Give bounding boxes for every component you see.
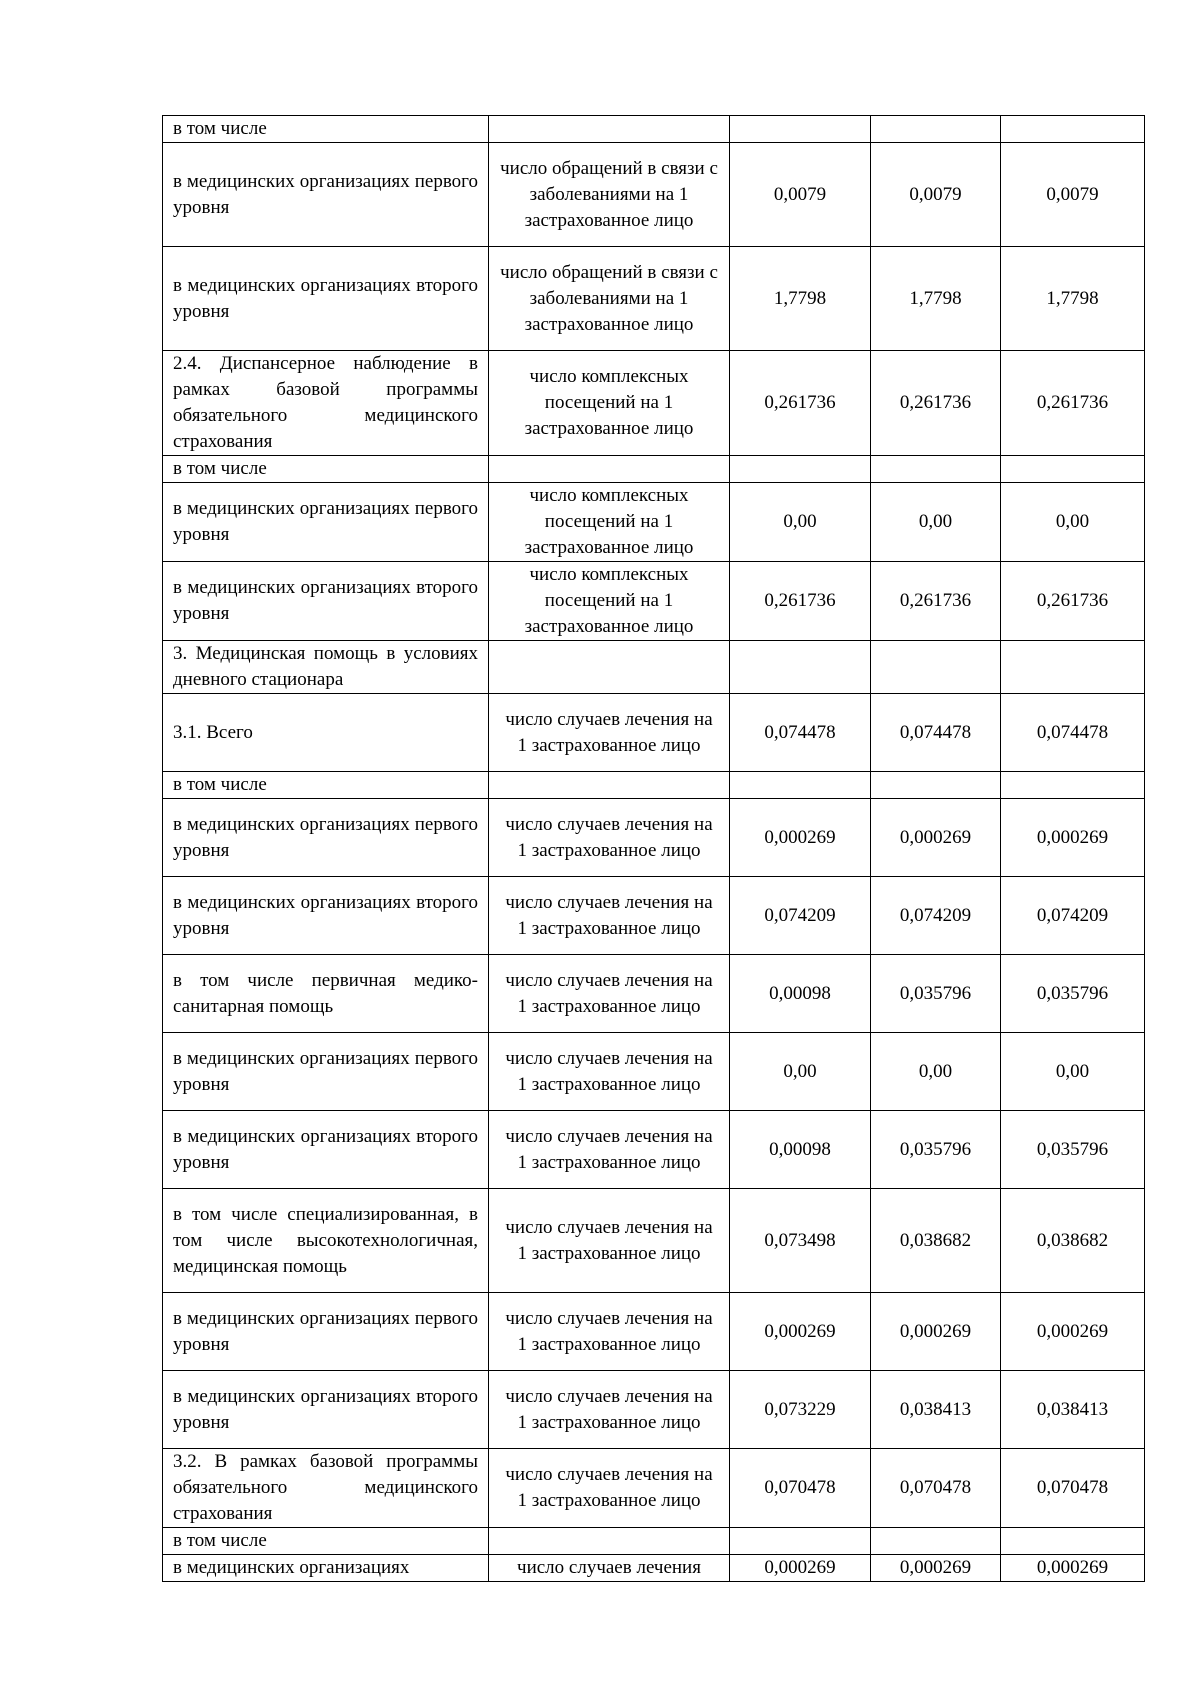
row-value-3-cell: 0,000269	[1001, 1555, 1145, 1582]
table-row	[163, 456, 1145, 483]
table-row	[163, 247, 1145, 351]
table-row	[163, 116, 1145, 143]
table-row	[163, 562, 1145, 641]
row-value-2-cell: 0,00	[871, 483, 1001, 562]
row-name-cell: 3.1. Всего	[163, 694, 489, 772]
row-name-cell: 3.2. В рамках базовой программы обязательного медицинского страхования	[163, 1449, 489, 1528]
table-row	[163, 772, 1145, 799]
row-value-2-cell: 0,000269	[871, 799, 1001, 877]
row-name-cell: 2.4. Диспансерное наблюдение в рамках базовой программы обязательного медицинского страхования	[163, 351, 489, 456]
indicators-table	[162, 115, 1145, 1582]
row-value-1-cell	[730, 1528, 871, 1555]
row-name-cell: в медицинских организациях первого уровня	[163, 1033, 489, 1111]
row-unit-cell: число комплексных посещений на 1 застрахованное лицо	[489, 562, 730, 641]
row-value-1-cell: 1,7798	[730, 247, 871, 351]
row-unit-cell: число случаев лечения	[489, 1555, 730, 1582]
row-name-cell: в медицинских организациях второго уровня	[163, 877, 489, 955]
table-row	[163, 1033, 1145, 1111]
row-value-1-cell: 0,000269	[730, 799, 871, 877]
row-unit-cell: число случаев лечения на 1 застрахованное лицо	[489, 1189, 730, 1293]
table-row	[163, 143, 1145, 247]
row-value-3-cell: 1,7798	[1001, 247, 1145, 351]
row-value-3-cell: 0,000269	[1001, 799, 1145, 877]
row-value-3-cell	[1001, 1528, 1145, 1555]
row-unit-cell: число случаев лечения на 1 застрахованное лицо	[489, 1449, 730, 1528]
row-value-2-cell: 0,070478	[871, 1449, 1001, 1528]
row-name-cell: в медицинских организациях первого уровня	[163, 483, 489, 562]
row-unit-cell	[489, 456, 730, 483]
row-unit-cell: число обращений в связи с заболеваниями на 1 застрахованное лицо	[489, 247, 730, 351]
row-value-3-cell: 0,0079	[1001, 143, 1145, 247]
row-value-1-cell: 0,073229	[730, 1371, 871, 1449]
row-value-1-cell: 0,074478	[730, 694, 871, 772]
row-unit-cell: число случаев лечения на 1 застрахованное лицо	[489, 1293, 730, 1371]
row-value-1-cell: 0,261736	[730, 562, 871, 641]
row-value-1-cell	[730, 456, 871, 483]
row-value-2-cell	[871, 641, 1001, 694]
row-value-3-cell: 0,074478	[1001, 694, 1145, 772]
table-row	[163, 1111, 1145, 1189]
row-name-cell: в медицинских организациях первого уровня	[163, 143, 489, 247]
row-value-2-cell	[871, 772, 1001, 799]
row-unit-cell	[489, 116, 730, 143]
row-value-2-cell	[871, 456, 1001, 483]
row-unit-cell: число случаев лечения на 1 застрахованное лицо	[489, 1033, 730, 1111]
row-value-2-cell	[871, 1528, 1001, 1555]
row-unit-cell	[489, 1528, 730, 1555]
row-value-2-cell: 0,000269	[871, 1293, 1001, 1371]
row-value-2-cell	[871, 116, 1001, 143]
row-value-1-cell: 0,0079	[730, 143, 871, 247]
row-name-cell: в медицинских организациях первого уровня	[163, 799, 489, 877]
row-value-2-cell: 1,7798	[871, 247, 1001, 351]
row-name-cell: в том числе	[163, 456, 489, 483]
row-value-2-cell: 0,035796	[871, 1111, 1001, 1189]
table-row	[163, 483, 1145, 562]
table-row	[163, 955, 1145, 1033]
row-name-cell: в том числе специализированная, в том числе высокотехнологичная, медицинская помощь	[163, 1189, 489, 1293]
row-value-1-cell	[730, 772, 871, 799]
row-value-1-cell: 0,070478	[730, 1449, 871, 1528]
row-name-cell: в том числе	[163, 772, 489, 799]
table-row	[163, 1555, 1145, 1582]
table-row	[163, 1293, 1145, 1371]
row-unit-cell	[489, 772, 730, 799]
row-value-2-cell: 0,074478	[871, 694, 1001, 772]
row-unit-cell: число комплексных посещений на 1 застрахованное лицо	[489, 483, 730, 562]
row-value-1-cell: 0,000269	[730, 1293, 871, 1371]
row-value-1-cell: 0,00	[730, 483, 871, 562]
row-unit-cell: число случаев лечения на 1 застрахованное лицо	[489, 694, 730, 772]
row-value-2-cell: 0,261736	[871, 562, 1001, 641]
row-name-cell: в медицинских организациях второго уровня	[163, 1371, 489, 1449]
row-value-3-cell	[1001, 772, 1145, 799]
row-unit-cell: число случаев лечения на 1 застрахованное лицо	[489, 1371, 730, 1449]
row-name-cell: 3. Медицинская помощь в условиях дневного стационара	[163, 641, 489, 694]
row-name-cell: в медицинских организациях	[163, 1555, 489, 1582]
row-value-1-cell: 0,00	[730, 1033, 871, 1111]
row-value-3-cell: 0,074209	[1001, 877, 1145, 955]
row-value-3-cell: 0,00	[1001, 483, 1145, 562]
table-row	[163, 1189, 1145, 1293]
row-name-cell: в медицинских организациях первого уровня	[163, 1293, 489, 1371]
table-row	[163, 351, 1145, 456]
row-name-cell: в медицинских организациях второго уровня	[163, 562, 489, 641]
table-body	[163, 116, 1145, 1582]
row-value-1-cell: 0,00098	[730, 955, 871, 1033]
row-value-3-cell: 0,00	[1001, 1033, 1145, 1111]
row-value-3-cell: 0,070478	[1001, 1449, 1145, 1528]
row-value-2-cell: 0,0079	[871, 143, 1001, 247]
row-name-cell: в медицинских организациях второго уровня	[163, 247, 489, 351]
row-value-2-cell: 0,00	[871, 1033, 1001, 1111]
row-unit-cell: число случаев лечения на 1 застрахованное лицо	[489, 955, 730, 1033]
row-value-2-cell: 0,000269	[871, 1555, 1001, 1582]
row-name-cell: в том числе первичная медико-санитарная помощь	[163, 955, 489, 1033]
row-unit-cell	[489, 641, 730, 694]
table-row	[163, 799, 1145, 877]
table-row	[163, 641, 1145, 694]
row-value-1-cell: 0,000269	[730, 1555, 871, 1582]
table-row	[163, 694, 1145, 772]
row-unit-cell: число случаев лечения на 1 застрахованное лицо	[489, 1111, 730, 1189]
row-value-2-cell: 0,038682	[871, 1189, 1001, 1293]
row-name-cell: в медицинских организациях второго уровня	[163, 1111, 489, 1189]
table-row	[163, 1528, 1145, 1555]
row-value-3-cell: 0,038682	[1001, 1189, 1145, 1293]
row-value-1-cell: 0,261736	[730, 351, 871, 456]
row-unit-cell: число обращений в связи с заболеваниями на 1 застрахованное лицо	[489, 143, 730, 247]
table-row	[163, 877, 1145, 955]
row-unit-cell: число случаев лечения на 1 застрахованное лицо	[489, 877, 730, 955]
row-name-cell: в том числе	[163, 1528, 489, 1555]
row-value-1-cell: 0,074209	[730, 877, 871, 955]
row-value-3-cell: 0,000269	[1001, 1293, 1145, 1371]
row-value-1-cell	[730, 116, 871, 143]
row-value-3-cell: 0,035796	[1001, 1111, 1145, 1189]
row-value-1-cell	[730, 641, 871, 694]
row-value-3-cell	[1001, 641, 1145, 694]
row-value-2-cell: 0,261736	[871, 351, 1001, 456]
row-value-3-cell	[1001, 116, 1145, 143]
row-value-2-cell: 0,035796	[871, 955, 1001, 1033]
row-name-cell: в том числе	[163, 116, 489, 143]
row-value-3-cell: 0,261736	[1001, 562, 1145, 641]
row-value-3-cell	[1001, 456, 1145, 483]
row-unit-cell: число случаев лечения на 1 застрахованное лицо	[489, 799, 730, 877]
row-value-2-cell: 0,074209	[871, 877, 1001, 955]
row-unit-cell: число комплексных посещений на 1 застрахованное лицо	[489, 351, 730, 456]
row-value-1-cell: 0,073498	[730, 1189, 871, 1293]
row-value-3-cell: 0,035796	[1001, 955, 1145, 1033]
row-value-3-cell: 0,038413	[1001, 1371, 1145, 1449]
row-value-3-cell: 0,261736	[1001, 351, 1145, 456]
row-value-2-cell: 0,038413	[871, 1371, 1001, 1449]
table-row	[163, 1371, 1145, 1449]
row-value-1-cell: 0,00098	[730, 1111, 871, 1189]
table-row	[163, 1449, 1145, 1528]
